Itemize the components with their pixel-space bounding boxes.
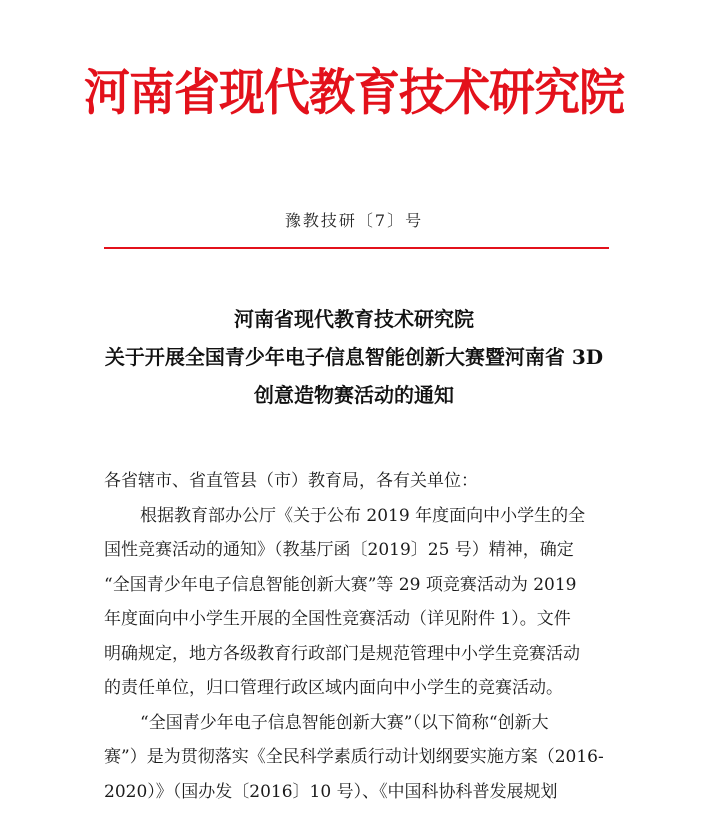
paragraph-1 <box>104 499 610 706</box>
document-body <box>104 464 610 809</box>
paragraph-line: 年度面向中小学生开展的全国性竞赛活动（详见附件 1）。文件 <box>104 609 571 629</box>
document-title <box>0 300 708 414</box>
salutation: 各省辖市、省直管县（市）教育局，各有关单位： <box>104 471 478 491</box>
paragraph-line: 赛”）是为贯彻落实《全民科学素质行动计划纲要实施方案（2016- <box>104 747 604 767</box>
document-number: 豫教技研〔7〕号 <box>284 211 424 230</box>
paragraph-line: 明确规定，地方各级教育行政部门是规范管理中小学生竞赛活动 <box>104 643 580 664</box>
paragraph-line: 2020）》（国办发〔2016〕10 号）、《中国科协科普发展规划 <box>104 781 558 802</box>
paragraph-line: 国性竞赛活动的通知》（教基厅函〔2019〕25 号）精神，确定 <box>104 540 574 560</box>
paragraph-line: 的责任单位，归口管理行政区域内面向中小学生的竞赛活动。 <box>104 678 563 698</box>
paragraph-line: “全国青少年电子信息智能创新大赛”等 29 项竞赛活动为 2019 <box>104 574 577 595</box>
paragraph-line: 根据教育部办公厅《关于公布 2019 年度面向中小学生的全 <box>140 505 586 526</box>
institute-masthead: 河南省现代教育技术研究院 <box>84 62 624 122</box>
paragraph-line: “全国青少年电子信息智能创新大赛”（以下简称“创新大 <box>140 712 549 733</box>
title-line-3: 创意造物赛活动的通知 <box>254 383 454 407</box>
paragraph-2 <box>104 706 610 810</box>
title-line-1: 河南省现代教育技术研究院 <box>234 307 474 331</box>
title-line-2: 关于开展全国青少年电子信息智能创新大赛暨河南省 3D <box>104 345 604 369</box>
red-divider-line <box>104 247 609 249</box>
